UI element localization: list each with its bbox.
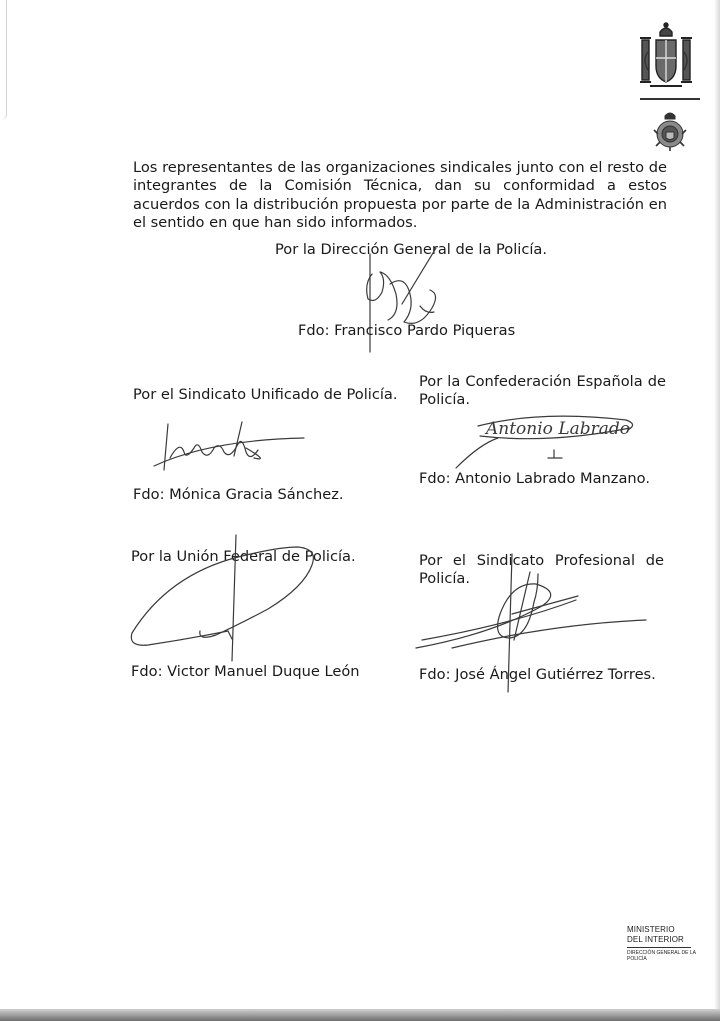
direccion-signed-by: Fdo: Francisco Pardo Piqueras — [298, 322, 516, 339]
ministry-line2: DEL INTERIOR — [627, 934, 684, 944]
sup-signature — [150, 418, 320, 478]
sup-signed-by: Fdo: Mónica Gracia Sánchez. — [133, 486, 344, 503]
direccion-heading: Por la Dirección General de la Policía. — [275, 241, 548, 258]
ufp-heading: Por la Unión Federal de Policía. — [131, 548, 356, 565]
ministry-subline: DIRECCIÓN GENERAL DE LA POLICÍA — [627, 950, 696, 962]
page-bottom-shadow — [0, 1009, 720, 1021]
page-shadow — [714, 0, 720, 1021]
ministry-line1: MINISTERIO — [627, 925, 675, 934]
header-rule — [640, 98, 700, 100]
page-edge-mark — [0, 0, 7, 120]
police-emblem-icon — [652, 110, 688, 152]
cep-heading: Por la Confederación Española de Policía. — [419, 373, 666, 409]
ufp-signature — [128, 535, 348, 665]
cep-signature-text: Antonio Labrado — [486, 419, 631, 439]
sup-heading: Por el Sindicato Unificado de Policía. — [133, 386, 398, 403]
cep-signed-by: Fdo: Antonio Labrado Manzano. — [419, 470, 650, 487]
spain-coat-of-arms-icon — [638, 22, 694, 92]
ministry-footer — [627, 925, 697, 962]
spp-signed-by: Fdo: José Ángel Gutiérrez Torres. — [419, 666, 656, 683]
spp-heading: Por el Sindicato Profesional de Policía. — [419, 552, 664, 588]
footer-rule — [627, 947, 691, 948]
agreement-paragraph: Los representantes de las organizaciones sindicales junto con el resto de integrantes de la Comisión Técnica, dan su conformidad a estos acuerdos con la distribución propuesta por parte de la Administración en el sentido en que han sido informados. — [133, 159, 667, 232]
cep-signature — [450, 404, 650, 472]
ufp-signed-by: Fdo: Victor Manuel Duque León — [131, 663, 360, 680]
